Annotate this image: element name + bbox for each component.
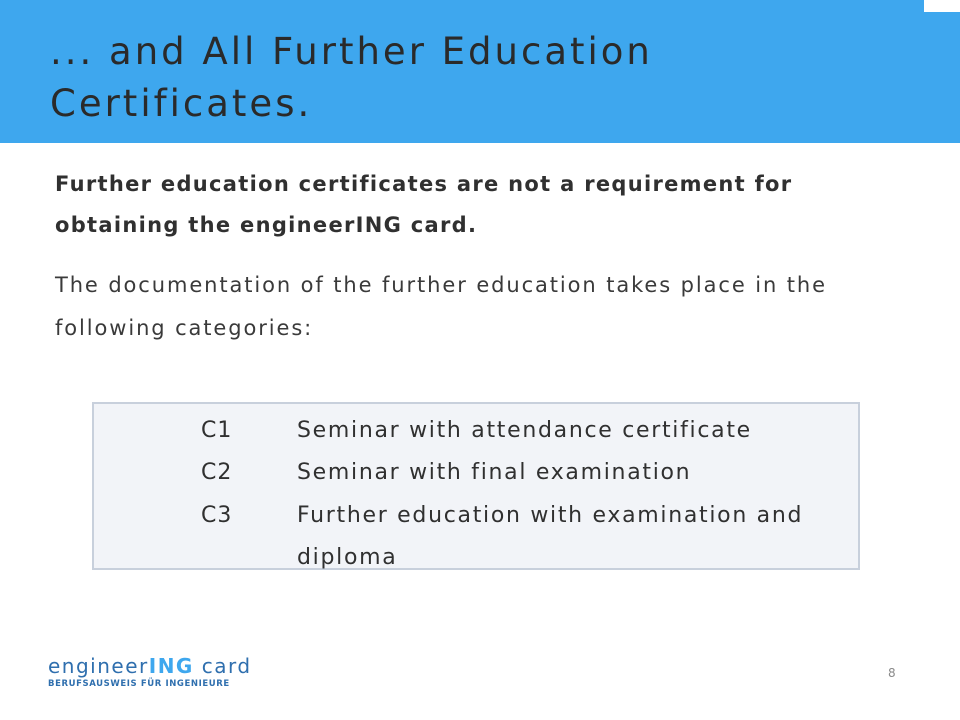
logo-subtitle: BERUFSAUSWEIS FÜR INGENIEURE xyxy=(48,679,230,689)
logo-word-suffix: card xyxy=(193,654,252,678)
intro-description: The documentation of the further education takes place in the following categories: xyxy=(55,273,827,340)
logo-word-prefix: engineer xyxy=(48,654,149,678)
title-banner xyxy=(0,0,960,143)
logo-word-ing: ING xyxy=(148,654,194,678)
intro-statement: Further education certificates are not a requirement for obtaining the engineerING card. xyxy=(55,172,793,237)
category-description: Further education with examination and diploma xyxy=(297,503,804,570)
category-code: C1 xyxy=(201,418,233,443)
category-description: Seminar with attendance certificate xyxy=(297,418,752,443)
categories-box xyxy=(92,402,860,570)
category-code: C3 xyxy=(201,503,233,528)
engineering-card-logo xyxy=(48,654,308,689)
category-code: C2 xyxy=(201,460,233,485)
slide-title: ... and All Further Education Certificates. xyxy=(50,30,653,125)
category-description: Seminar with final examination xyxy=(297,460,692,485)
logo-wordmark xyxy=(48,654,308,678)
page-number: 8 xyxy=(888,666,896,680)
corner-notch xyxy=(924,0,960,12)
